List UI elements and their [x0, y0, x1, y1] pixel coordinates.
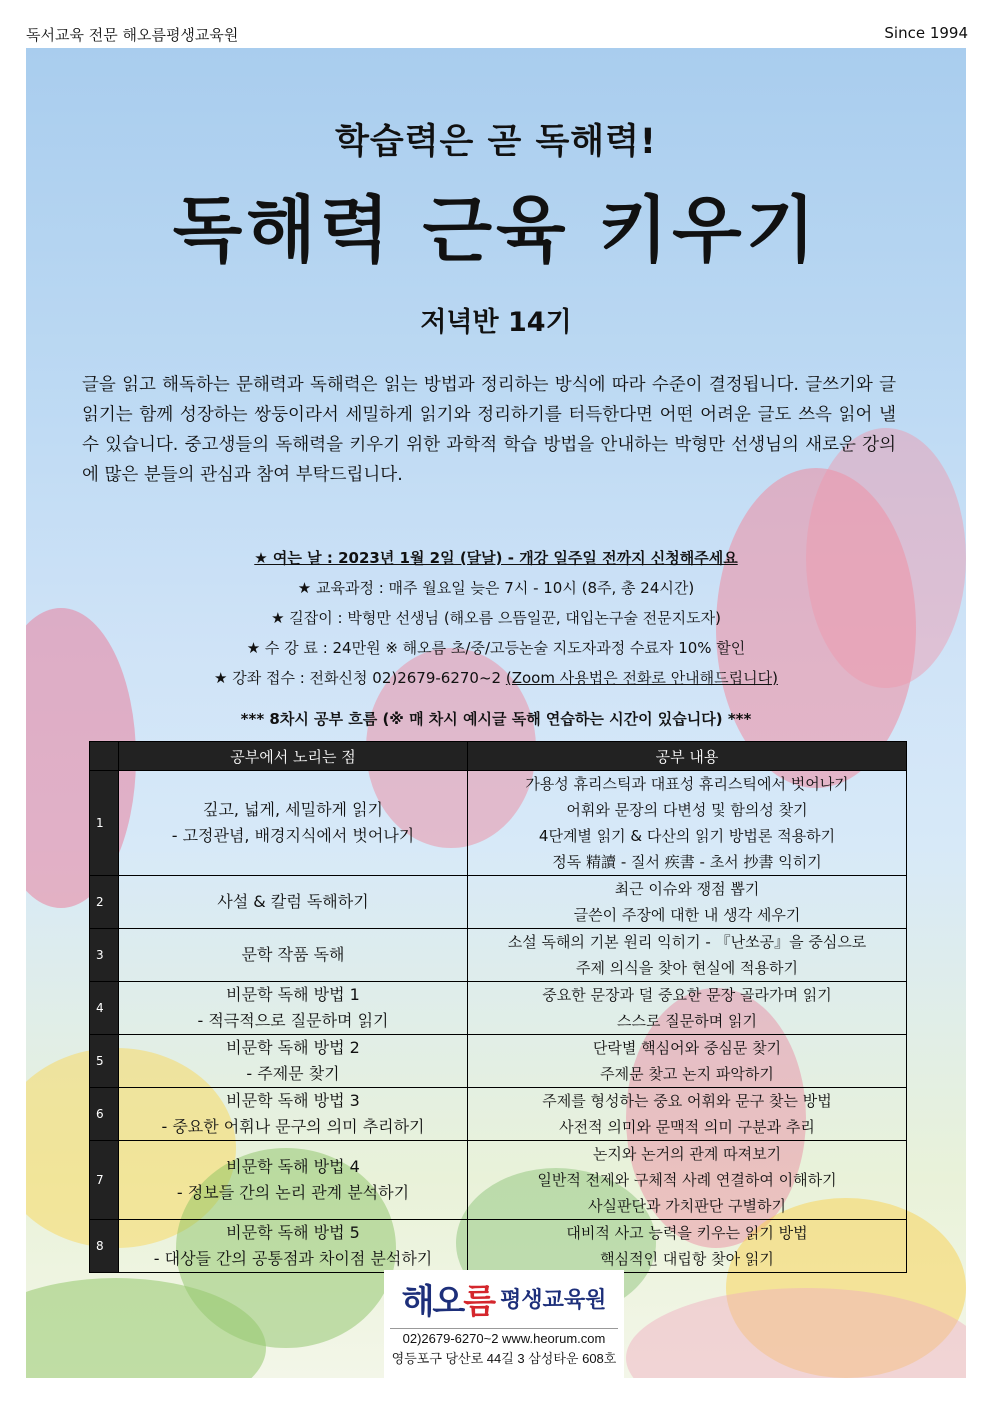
content-line: 어휘와 문장의 다변성 및 함의성 찾기: [566, 801, 808, 819]
session-aim: [119, 982, 468, 1035]
content-line: 글쓴이 주장에 대한 내 생각 세우기: [573, 906, 801, 924]
session-number: 4: [90, 982, 119, 1035]
content-line: 중요한 문장과 덜 중요한 문장 골라가며 읽기: [542, 986, 832, 1004]
content-line: 주제문 찾고 논지 파악하기: [600, 1065, 774, 1083]
session-content: [468, 929, 907, 982]
curriculum-table: [89, 741, 907, 1273]
logo-mark: 해오름: [401, 1281, 495, 1322]
aim-line: 문학 작품 독해: [241, 945, 345, 964]
header-aim: 공부에서 노리는 점: [119, 742, 468, 771]
aim-line: - 고정관념, 배경지식에서 벗어나기: [171, 826, 415, 845]
content-line: 단락별 핵심어와 중심문 찾기: [592, 1039, 782, 1057]
academy-tagline: 독서교육 전문 해오름평생교육원: [26, 26, 239, 44]
aim-line: 사설 & 칼럼 독해하기: [217, 892, 369, 911]
open-date: ★ 여는 날 : 2023년 1월 2일 (달날) - 개강 일주일 전까지 신청해주세요: [254, 549, 738, 567]
content-line: 스스로 질문하며 읽기: [617, 1012, 757, 1030]
session-content: [468, 1220, 907, 1273]
session-content: [468, 771, 907, 876]
since-year: Since 1994: [884, 24, 968, 42]
content-line: 대비적 사고 능력을 키우는 읽기 방법: [566, 1224, 808, 1242]
session-number: 8: [90, 1220, 119, 1273]
content-line: 사전적 의미와 문맥적 의미 구분과 추리: [559, 1118, 815, 1136]
header-spacer: [90, 742, 119, 771]
session-content: [468, 1088, 907, 1141]
content-line: 논지와 논거의 관계 따져보기: [592, 1145, 782, 1163]
table-row: [90, 982, 907, 1035]
logo-name: 평생교육원: [500, 1287, 607, 1313]
aim-line: - 주제문 찾기: [246, 1064, 340, 1083]
session-number: 3: [90, 929, 119, 982]
table-row: [90, 771, 907, 876]
aim-line: - 적극적으로 질문하며 읽기: [197, 1011, 389, 1030]
content-line: 사실판단과 가치판단 구별하기: [588, 1197, 786, 1215]
aim-line: - 대상들 간의 공통점과 차이점 분석하기: [153, 1249, 433, 1268]
main-title: 독해력 근육 키우기: [172, 188, 820, 272]
table-row: [90, 1035, 907, 1088]
session-aim: [119, 771, 468, 876]
logo: [384, 1270, 624, 1326]
aim-line: - 정보들 간의 논리 관계 분석하기: [176, 1183, 410, 1202]
content-line: 정독 精讀 - 질서 疾書 - 초서 抄書 익히기: [552, 853, 822, 871]
flow-title: *** 8차시 공부 흐름 (※ 매 차시 예시글 독해 연습하는 시간이 있습니다) ***: [240, 710, 752, 728]
session-content: [468, 1035, 907, 1088]
aim-line: 깊고, 넓게, 세밀하게 읽기: [203, 800, 383, 819]
session-number: 6: [90, 1088, 119, 1141]
aim-line: 비문학 독해 방법 3: [226, 1091, 360, 1110]
aim-line: 비문학 독해 방법 2: [226, 1038, 360, 1057]
header-content: 공부 내용: [468, 742, 907, 771]
zoom-note: (Zoom 사용법은 전화로 안내해드립니다): [505, 669, 778, 687]
session-aim: [119, 1088, 468, 1141]
logo-contact: 02)2679-6270~2 www.heorum.com: [402, 1331, 606, 1346]
aim-line: 비문학 독해 방법 5: [226, 1223, 360, 1242]
table-body: [90, 771, 907, 1273]
session-aim: [119, 1220, 468, 1273]
session-aim: [119, 929, 468, 982]
content-line: 주제를 형성하는 중요 어휘와 문구 찾는 방법: [542, 1092, 832, 1110]
content-line: 최근 이슈와 쟁점 뽑기: [614, 880, 760, 898]
table-row: [90, 1220, 907, 1273]
poster: [26, 48, 966, 1378]
session-content: [468, 876, 907, 929]
tuition-fee: ★ 수 강 료 : 24만원 ※ 해오름 초/중/고등논술 지도자과정 수료자 10% 할인: [246, 639, 746, 657]
content-line: 주제 의식을 찾아 현실에 적용하기: [576, 959, 798, 977]
registration-phone: ★ 강좌 접수 : 전화신청 02)2679-6270~2: [214, 669, 506, 687]
table-row: [90, 1141, 907, 1220]
course-info: [26, 543, 966, 693]
content-line: 일반적 전제와 구체적 사례 연결하여 이해하기: [537, 1171, 837, 1189]
intro-paragraph: 글을 읽고 해독하는 문해력과 독해력은 읽는 방법과 정리하는 방식에 따라 수준이 결정됩니다. 글쓰기와 글 읽기는 함께 성장하는 쌍둥이라서 세밀하게 읽기와 정리하기를 터득한다면 어떤 어려운 글도 쓰윽 읽어 낼 수 있습니다. 중고생들의 독해력을 키우기 위한 과학적 학습 방법을 안내하는 박형만 선생님의 새로운 강의에 많은 분들의 관심과 참여 부탁드립니다.: [82, 375, 896, 485]
content-line: 4단계별 읽기 & 다산의 읽기 방법론 적용하기: [538, 827, 836, 845]
subtitle: 학습력은 곧 독해력!: [335, 122, 657, 162]
top-header: [26, 24, 968, 46]
session-number: 5: [90, 1035, 119, 1088]
session-number: 7: [90, 1141, 119, 1220]
table-row: [90, 1088, 907, 1141]
registration: [26, 663, 966, 693]
academy-logo-box: [384, 1270, 624, 1378]
content-line: 가용성 휴리스틱과 대표성 휴리스틱에서 벗어나기: [525, 775, 849, 793]
table-row: [90, 929, 907, 982]
content-line: 핵심적인 대립항 찾아 읽기: [600, 1250, 774, 1268]
session-content: [468, 982, 907, 1035]
course-schedule: ★ 교육과정 : 매주 월요일 늦은 7시 - 10시 (8주, 총 24시간): [297, 579, 695, 597]
table-header-row: [90, 742, 907, 771]
table-row: [90, 876, 907, 929]
content-line: 소설 독해의 기본 원리 익히기 - 『난쏘공』을 중심으로: [507, 933, 867, 951]
session-aim: [119, 1035, 468, 1088]
aim-line: 비문학 독해 방법 4: [226, 1157, 360, 1176]
instructor: ★ 길잡이 : 박형만 선생님 (해오름 으뜸일꾼, 대입논구술 전문지도자): [271, 609, 721, 627]
session-number: 2: [90, 876, 119, 929]
aim-line: 비문학 독해 방법 1: [226, 985, 360, 1004]
logo-address: 영등포구 당산로 44길 3 삼성타운 608호: [391, 1351, 617, 1366]
session-content: [468, 1141, 907, 1220]
aim-line: - 중요한 어휘나 문구의 의미 추리하기: [161, 1117, 425, 1136]
class-name: 저녁반 14기: [420, 307, 572, 338]
session-aim: [119, 1141, 468, 1220]
session-aim: [119, 876, 468, 929]
session-number: 1: [90, 771, 119, 876]
